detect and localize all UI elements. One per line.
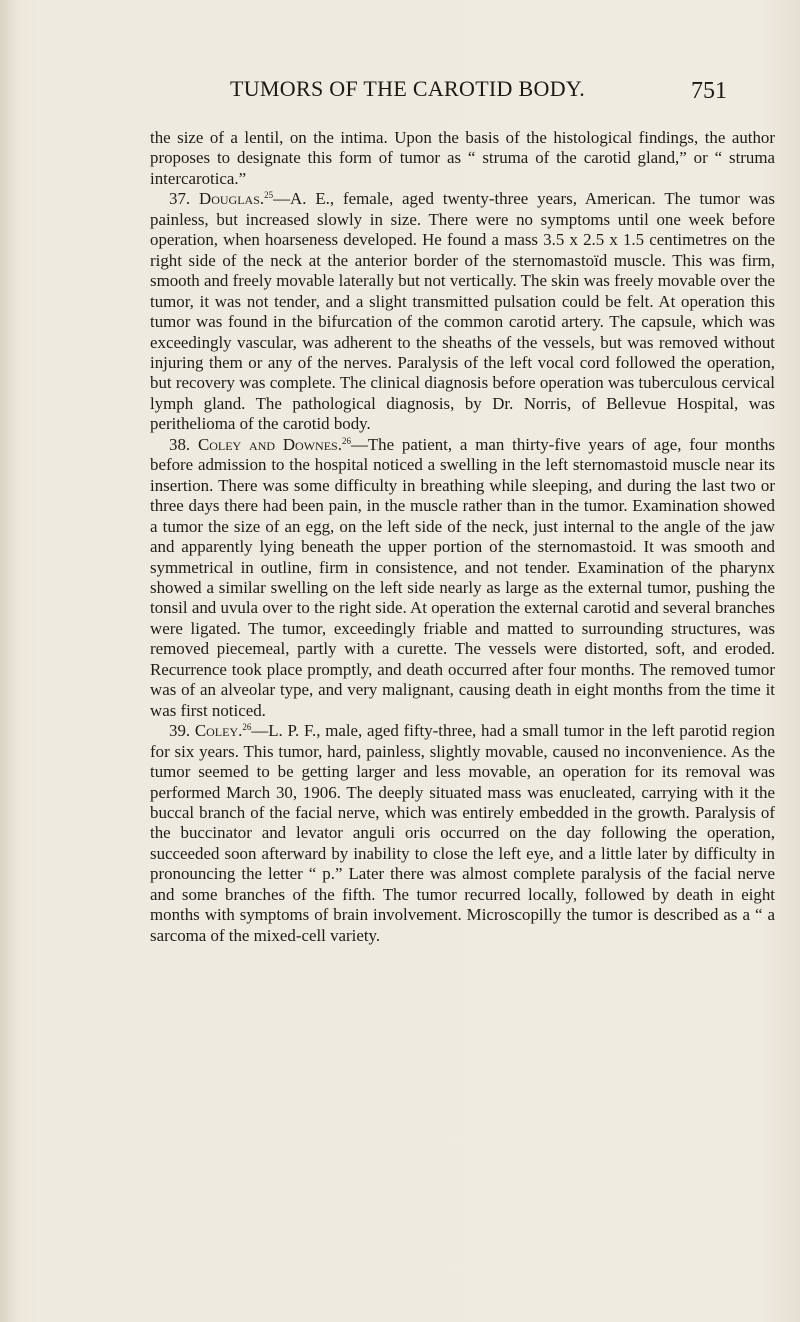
case-author: Coley. <box>194 721 243 741</box>
paragraph-continuation <box>150 128 775 189</box>
case-author: Douglas. <box>199 189 265 209</box>
case-number: 39. <box>169 721 191 741</box>
case-38-paragraph <box>150 435 775 721</box>
page-number: 751 <box>691 78 727 104</box>
reference-superscript: 26 <box>341 435 351 446</box>
reference-superscript: 25 <box>264 190 274 201</box>
paragraph-text: —A. E., female, aged twenty-three years, American. The tumor was painless, but increased slowly in size. There were no symptoms until one week before operation, when hoarseness developed. He found a mass 3.5 x 2.5 x 1.5 centimetres on the right side of the neck at the anterior border of the sternomastoïd muscle. This was firm, smooth and freely movable laterally but not vertically. The skin was freely movable over the tumor, it was not tender, and a slight transmitted pulsation could be felt. At operation this tumor was found in the bifurcation of the common carotid artery. The capsule, which was exceedingly vascular, was adherent to the sheaths of the vessels, but was removed without injuring them or any of the nerves. Paralysis of the left vocal cord followed the operation, but recovery was complete. The clinical diagnosis before operation was tuberculous cervical lymph gland. The pathological diagnosis, by Dr. Norris, of Bellevue Hospital, was perithelioma of the carotid body. <box>150 189 775 434</box>
case-number: 38. <box>169 434 191 454</box>
reference-superscript: 26 <box>242 722 252 733</box>
case-37-paragraph <box>150 189 775 434</box>
running-title: TUMORS OF THE CAROTID BODY. <box>230 76 586 101</box>
paragraph-text: the size of a lentil, on the intima. Upon the basis of the histological findings, the author proposes to designate this form of tumor as “ struma of the carotid gland,” or “ struma intercarotica.” <box>150 128 775 188</box>
case-39-paragraph <box>150 721 775 946</box>
case-author: Coley and Downes. <box>197 434 342 454</box>
case-number: 37. <box>169 189 191 209</box>
paragraph-text: —The patient, a man thirty-five years of age, four months before admission to the hospital noticed a swelling in the left sternomastoid muscle near its insertion. There was some difficulty in breathing while sleeping, and during the last two or three days there had been pain, in the muscle rather than in the tumor. Examination showed a tumor the size of an egg, on the left side of the neck, just internal to the angle of the jaw and apparently lying beneath the upper portion of the sternomastoid. It was smooth and symmetrical in outline, firm in consistence, and not tender. Examination of the pharynx showed a similar swelling on the left side nearly as large as the external tumor, pushing the tonsil and uvula over to the right side. At operation the external carotid and several branches were ligated. The tumor, exceedingly friable and matted to surrounding structures, was removed piecemeal, partly with a curette. The vessels were distorted, soft, and eroded. Recurrence took place promptly, and death occurred after four months. The removed tumor was of an alveolar type, and very malignant, causing death in eight months from the time it was first noticed. <box>150 434 775 720</box>
body-text <box>150 128 775 946</box>
paragraph-text: —L. P. F., male, aged fifty-three, had a small tumor in the left parotid region for six years. This tumor, hard, painless, slightly movable, caused no inconvenience. As the tumor seemed to be getting larger and less movable, an operation for its removal was performed March 30, 1906. The deeply situated mass was enucleated, carrying with it the buccal branch of the facial nerve, which was entirely embedded in the growth. Paralysis of the buccinator and levator anguli oris occurred on the day following the operation, succeeded soon afterward by inability to close the left eye, and a little later by difficulty in pronouncing the letter “ p.” Later there was almost complete paralysis of the facial nerve and some branches of the fifth. The tumor recurred locally, followed by death in eight months with symptoms of brain involvement. Microscopilly the tumor is described as a “ a sarcoma of the mixed-cell variety. <box>150 721 775 945</box>
